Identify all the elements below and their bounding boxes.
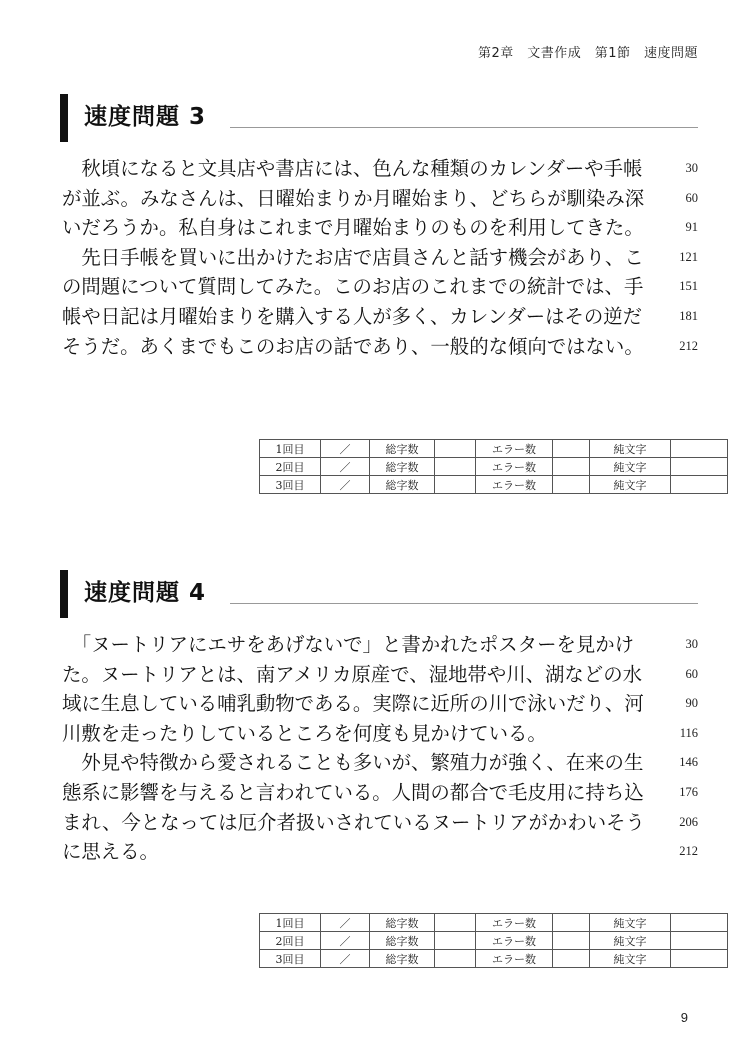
passage-line: の問題について質問してみた。このお店のこれまでの統計では、手 [62, 275, 644, 299]
record-row [260, 458, 728, 476]
passage-line: た。ヌートリアとは、南アメリカ原産で、湿地帯や川、湖などの水 [62, 662, 642, 686]
net-chars-cell[interactable] [671, 458, 728, 476]
error-count-label: エラー数 [476, 440, 553, 458]
trial-label: 1回目 [260, 914, 321, 932]
total-chars-cell[interactable] [435, 440, 476, 458]
cumulative-count: 151 [679, 279, 698, 294]
net-chars-cell[interactable] [671, 440, 728, 458]
total-chars-label: 総字数 [370, 458, 435, 476]
cumulative-count: 121 [679, 249, 698, 264]
total-chars-label: 総字数 [370, 914, 435, 932]
record-row [260, 440, 728, 458]
record-row [260, 950, 728, 968]
passage-line: まれ、今となっては厄介者扱いされているヌートリアがかわいそう [62, 810, 645, 834]
trial-label: 3回目 [260, 950, 321, 968]
total-chars-cell[interactable] [435, 914, 476, 932]
date-slash: ／ [321, 914, 370, 932]
passage-line: 域に生息している哺乳動物である。実際に近所の川で泳いだり、河 [62, 692, 644, 716]
passage-line: 川敷を走ったりしているところを何度も見かけている。 [62, 721, 547, 745]
net-chars-label: 純文字 [590, 440, 671, 458]
cumulative-count: 30 [685, 161, 698, 175]
net-chars-label: 純文字 [590, 914, 671, 932]
record-row [260, 476, 728, 494]
running-header: 第2章 文書作成 第1節 速度問題 [477, 46, 698, 61]
net-chars-cell[interactable] [671, 950, 728, 968]
section-heading [60, 86, 698, 142]
net-chars-cell[interactable] [671, 476, 728, 494]
passage-line: そうだ。あくまでもこのお店の話であり、一般的な傾向ではない。 [62, 334, 644, 358]
passage-line: 「ヌートリアにエサをあげないで」と書かれたポスターを見かけ [62, 633, 635, 656]
record-row [260, 932, 728, 950]
character-counts [658, 154, 698, 361]
error-count-cell[interactable] [553, 914, 590, 932]
passage-line: 帳や日記は月曜始まりを購入する人が多く、カレンダーはその逆だ [62, 304, 643, 328]
error-count-label: エラー数 [476, 950, 553, 968]
cumulative-count: 60 [685, 666, 698, 681]
error-count-label: エラー数 [476, 476, 553, 494]
section-title: 速度問題 3 [84, 104, 207, 130]
cumulative-count: 116 [679, 725, 698, 740]
passage-line: 態系に影響を与えると言われている。人間の都合で毛皮用に持ち込 [62, 780, 644, 804]
total-chars-cell[interactable] [435, 932, 476, 950]
passage-line: 外見や特徴から愛されることも多いが、繁殖力が強く、在来の生 [62, 751, 644, 775]
section-title: 速度問題 4 [84, 580, 207, 606]
section-heading [60, 562, 698, 618]
net-chars-cell[interactable] [671, 914, 728, 932]
passage-line: 秋頃になると文具店や書店には、色んな種類のカレンダーや手帳 [62, 157, 643, 180]
error-count-cell[interactable] [553, 932, 590, 950]
error-count-label: エラー数 [476, 914, 553, 932]
total-chars-cell[interactable] [435, 476, 476, 494]
cumulative-count: 212 [679, 338, 698, 353]
heading-rule [230, 603, 698, 604]
record-table [259, 913, 728, 968]
cumulative-count: 91 [685, 220, 698, 235]
error-count-label: エラー数 [476, 458, 553, 476]
net-chars-label: 純文字 [590, 476, 671, 494]
cumulative-count: 90 [685, 696, 698, 711]
error-count-cell[interactable] [553, 440, 590, 458]
total-chars-label: 総字数 [370, 440, 435, 458]
cumulative-count: 212 [679, 844, 698, 859]
section-speed-test-3 [60, 86, 698, 358]
total-chars-label: 総字数 [370, 932, 435, 950]
total-chars-label: 総字数 [370, 950, 435, 968]
trial-label: 2回目 [260, 458, 321, 476]
net-chars-label: 純文字 [590, 950, 671, 968]
date-slash: ／ [321, 932, 370, 950]
record-row [260, 914, 728, 932]
trial-label: 3回目 [260, 476, 321, 494]
record-table [259, 439, 728, 494]
trial-label: 1回目 [260, 440, 321, 458]
error-count-cell[interactable] [553, 458, 590, 476]
cumulative-count: 181 [679, 308, 698, 323]
trial-label: 2回目 [260, 932, 321, 950]
error-count-label: エラー数 [476, 932, 553, 950]
total-chars-cell[interactable] [435, 458, 476, 476]
cumulative-count: 60 [685, 190, 698, 205]
total-chars-label: 総字数 [370, 476, 435, 494]
cumulative-count: 30 [685, 637, 698, 651]
page-number: 9 [680, 1010, 688, 1025]
heading-bar [60, 94, 68, 142]
heading-rule [230, 127, 698, 128]
heading-bar [60, 570, 68, 618]
section-speed-test-4 [60, 562, 698, 864]
character-counts [658, 630, 698, 867]
date-slash: ／ [321, 458, 370, 476]
error-count-cell[interactable] [553, 950, 590, 968]
net-chars-cell[interactable] [671, 932, 728, 950]
passage-line: が並ぶ。みなさんは、日曜始まりか月曜始まり、どちらが馴染み深 [62, 186, 645, 210]
error-count-cell[interactable] [553, 476, 590, 494]
date-slash: ／ [321, 440, 370, 458]
net-chars-label: 純文字 [590, 458, 671, 476]
passage-line: いだろうか。私自身はこれまで月曜始まりのものを利用してきた。 [62, 216, 644, 240]
date-slash: ／ [321, 476, 370, 494]
net-chars-label: 純文字 [590, 932, 671, 950]
cumulative-count: 176 [679, 784, 698, 799]
cumulative-count: 206 [679, 814, 698, 829]
passage-text [62, 630, 652, 867]
date-slash: ／ [321, 950, 370, 968]
passage-line: 先日手帳を買いに出かけたお店で店員さんと話す機会があり、こ [62, 245, 644, 269]
passage-text [62, 154, 652, 361]
total-chars-cell[interactable] [435, 950, 476, 968]
passage-line: に思える。 [62, 840, 159, 864]
cumulative-count: 146 [679, 755, 698, 770]
